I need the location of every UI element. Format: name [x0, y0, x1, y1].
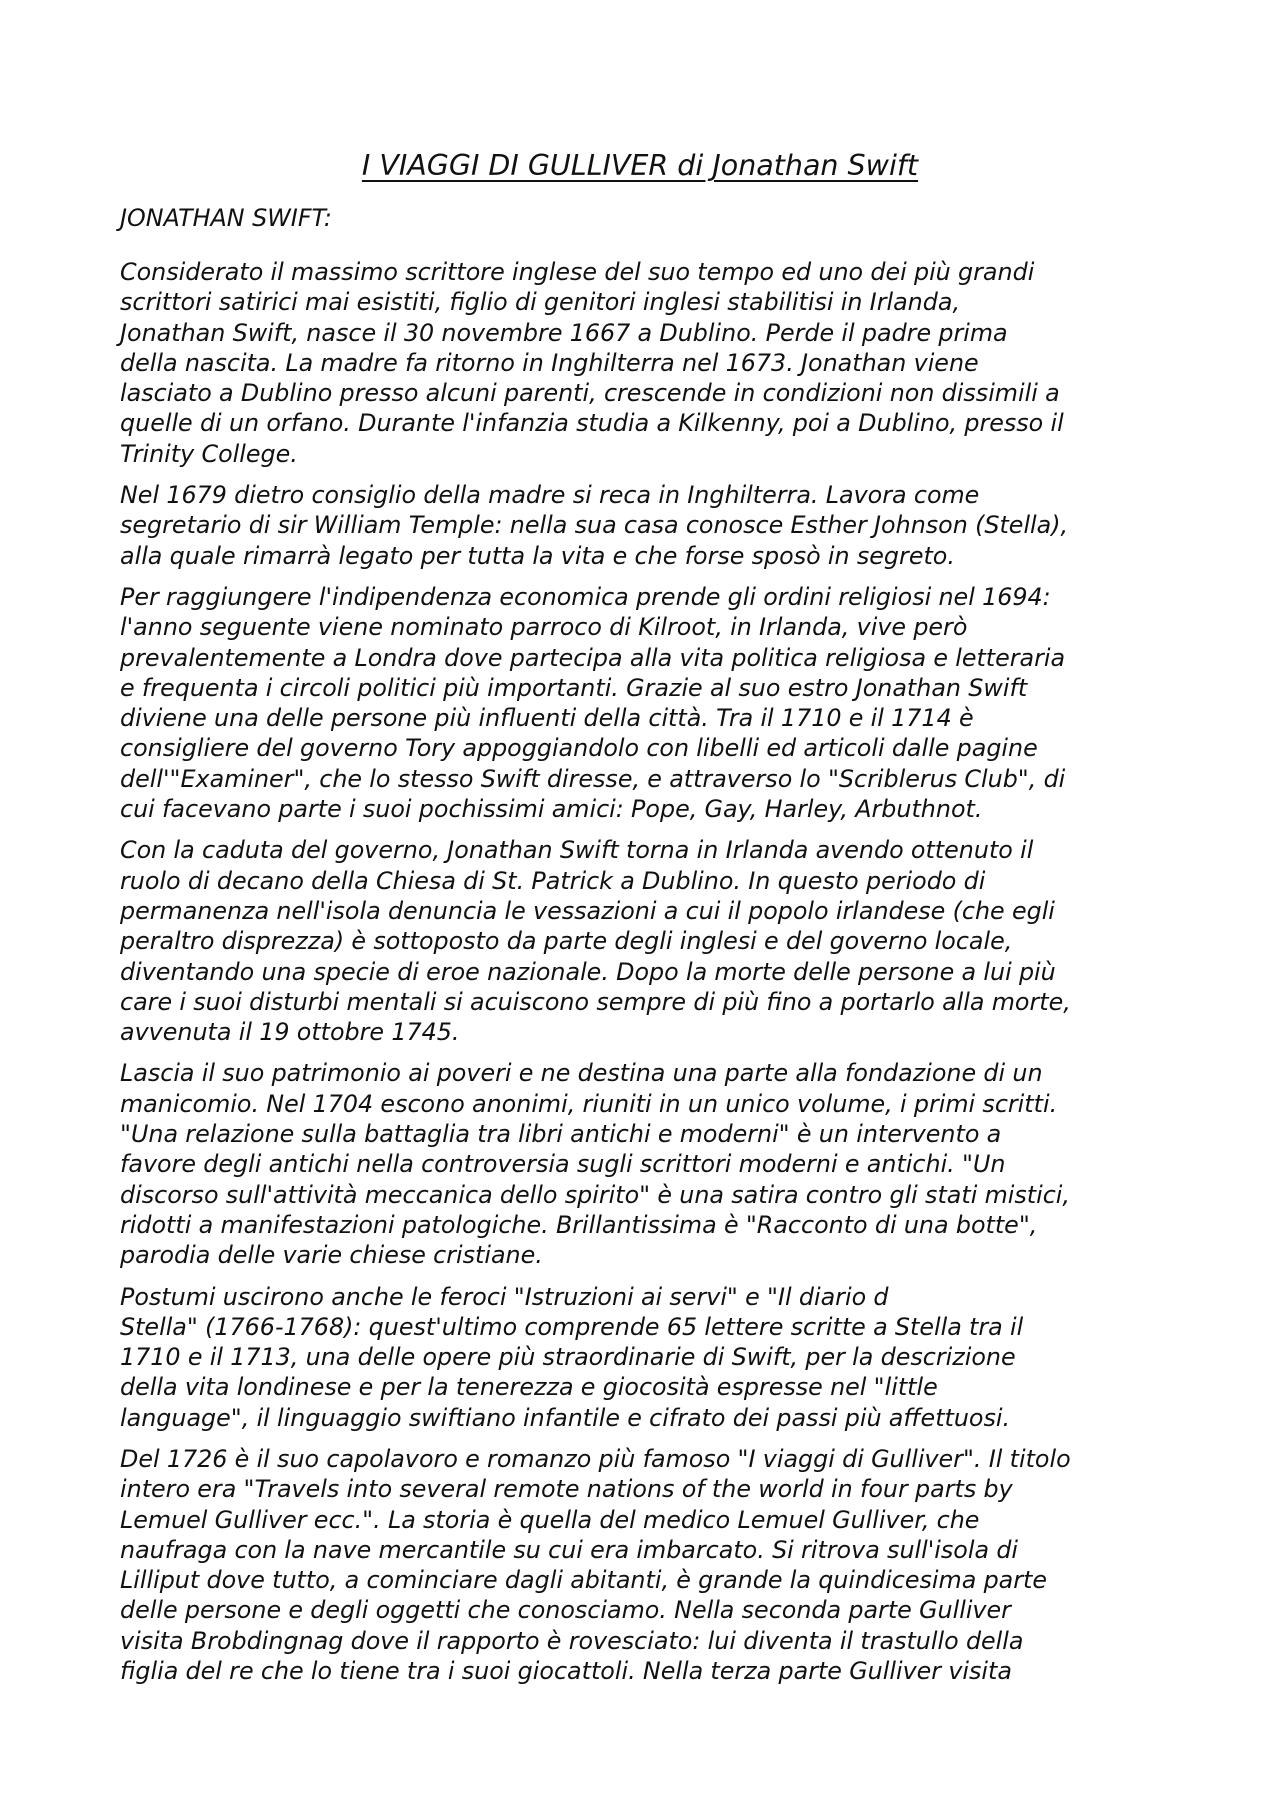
- text-line: 1710 e il 1713, una delle opere più straordinarie di Swift, per la descrizione: [120, 1343, 1016, 1372]
- text-line: e frequenta i circoli politici più importanti. Grazie al suo estro Jonathan Swift: [120, 673, 1028, 702]
- text-line: Considerato il massimo scrittore inglese del suo tempo ed uno dei più grandi: [120, 258, 1035, 286]
- text-line: diviene una delle persone più influenti della città. Tra il 1710 e il 1714 è: [120, 704, 974, 733]
- text-line: cui facevano parte i suoi pochissimi amici: Pope, Gay, Harley, Arbuthnot.: [120, 795, 983, 824]
- paragraph-1: [120, 257, 1170, 469]
- paragraph-3: [120, 582, 1170, 824]
- text-line: discorso sull'attività meccanica dello spirito" è una satira contro gli stati mistici,: [120, 1180, 1070, 1209]
- text-line: quelle di un orfano. Durante l'infanzia studia a Kilkenny, poi a Dublino, presso il: [120, 409, 1064, 438]
- text-line: Lemuel Gulliver ecc.". La storia è quella del medico Lemuel Gulliver, che: [120, 1505, 980, 1534]
- document-title: [0, 148, 1280, 184]
- text-line: della vita londinese e per la tenerezza e giocosità espresse nel "little: [120, 1373, 938, 1402]
- text-line: della nascita. La madre fa ritorno in Inghilterra nel 1673. Jonathan viene: [120, 348, 979, 377]
- text-line: figlia del re che lo tiene tra i suoi giocattoli. Nella terza parte Gulliver visita: [120, 1657, 1012, 1686]
- text-line: l'anno seguente viene nominato parroco di Kilroot, in Irlanda, vive però: [120, 613, 968, 642]
- text-line: visita Brobdingnag dove il rapporto è rovesciato: lui diventa il trastullo della: [120, 1626, 1024, 1655]
- text-line: scrittori satirici mai esistiti, figlio di genitori inglesi stabilitisi in Irlanda,: [120, 288, 961, 317]
- paragraph-6: [120, 1282, 1170, 1433]
- text-line: Postumi uscirono anche le feroci "Istruzioni ai servi" e "Il diario d: [120, 1282, 889, 1311]
- text-line: prevalentemente a Londra dove partecipa alla vita politica religiosa e letteraria: [120, 643, 1066, 672]
- text-line: manicomio. Nel 1704 escono anonimi, riuniti in un unico volume, i primi scritti.: [120, 1089, 1058, 1118]
- text-line: Con la caduta del governo, Jonathan Swift torna in Irlanda avendo ottenuto il: [120, 836, 1034, 865]
- text-line: permanenza nell'isola denuncia le vessazioni a cui il popolo irlandese (che egli: [120, 896, 1055, 925]
- paragraph-4: [120, 835, 1170, 1047]
- text-line: lasciato a Dublino presso alcuni parenti, crescende in condizioni non dissimili a: [120, 379, 1060, 408]
- text-line: Lilliput dove tutto, a cominciare dagli abitanti, è grande la quindicesima parte: [120, 1566, 1048, 1595]
- text-line: Del 1726 è il suo capolavoro e romanzo più famoso "I viaggi di Gulliver". Il titolo: [120, 1444, 1071, 1473]
- text-line: language", il linguaggio swiftiano infantile e cifrato dei passi più affettuosi.: [120, 1403, 1011, 1432]
- paragraph-2: [120, 480, 1170, 571]
- text-line: Trinity College.: [120, 439, 298, 468]
- text-line: naufraga con la nave mercantile su cui era imbarcato. Si ritrova sull'isola di: [120, 1535, 1019, 1564]
- section-heading: JONATHAN SWIFT:: [120, 204, 332, 232]
- document-title-text: I VIAGGI DI GULLIVER di Jonathan Swift: [361, 149, 919, 182]
- text-line: ridotti a manifestazioni patologiche. Brillantissima è "Racconto di una botte",: [120, 1210, 1038, 1239]
- text-line: Jonathan Swift, nasce il 30 novembre 1667 a Dublino. Perde il padre prima: [120, 318, 1008, 347]
- text-line: favore degli antichi nella controversia sugli scrittori moderni e antichi. "Un: [120, 1150, 1006, 1179]
- text-line: avvenuta il 19 ottobre 1745.: [120, 1018, 460, 1047]
- text-line: intero era "Travels into several remote nations of the world in four parts by: [120, 1475, 1013, 1504]
- text-line: alla quale rimarrà legato per tutta la vita e che forse sposò in segreto.: [120, 541, 955, 570]
- text-line: peraltro disprezza) è sottoposto da parte degli inglesi e del governo locale,: [120, 927, 1013, 956]
- text-line: Per raggiungere l'indipendenza economica prende gli ordini religiosi nel 1694:: [120, 582, 1051, 611]
- text-line: consigliere del governo Tory appoggiandolo con libelli ed articoli dalle pagine: [120, 734, 1038, 763]
- text-line: Stella" (1766-1768): quest'ultimo comprende 65 lettere scritte a Stella tra il: [120, 1312, 1024, 1341]
- text-line: delle persone e degli oggetti che conosciamo. Nella seconda parte Gulliver: [120, 1596, 1011, 1625]
- text-line: "Una relazione sulla battaglia tra libri antichi e moderni" è un intervento a: [120, 1120, 1002, 1149]
- text-line: Lascia il suo patrimonio ai poveri e ne destina una parte alla fondazione di un: [120, 1059, 1043, 1088]
- document-body: [120, 203, 1170, 1697]
- text-line: care i suoi disturbi mentali si acuiscono sempre di più fino a portarlo alla morte,: [120, 987, 1071, 1016]
- text-line: segretario di sir William Temple: nella sua casa conosce Esther Johnson (Stella),: [120, 511, 1069, 540]
- paragraph-5: [120, 1058, 1170, 1270]
- text-line: ruolo di decano della Chiesa di St. Patrick a Dublino. In questo periodo di: [120, 866, 986, 895]
- text-line: diventando una specie di eroe nazionale. Dopo la morte delle persone a lui più: [120, 957, 1056, 986]
- text-line: parodia delle varie chiese cristiane.: [120, 1241, 543, 1270]
- text-line: dell'"Examiner", che lo stesso Swift diresse, e attraverso lo "Scriblerus Club", di: [120, 764, 1066, 793]
- text-line: Nel 1679 dietro consiglio della madre si reca in Inghilterra. Lavora come: [120, 481, 980, 510]
- paragraph-7: [120, 1444, 1170, 1686]
